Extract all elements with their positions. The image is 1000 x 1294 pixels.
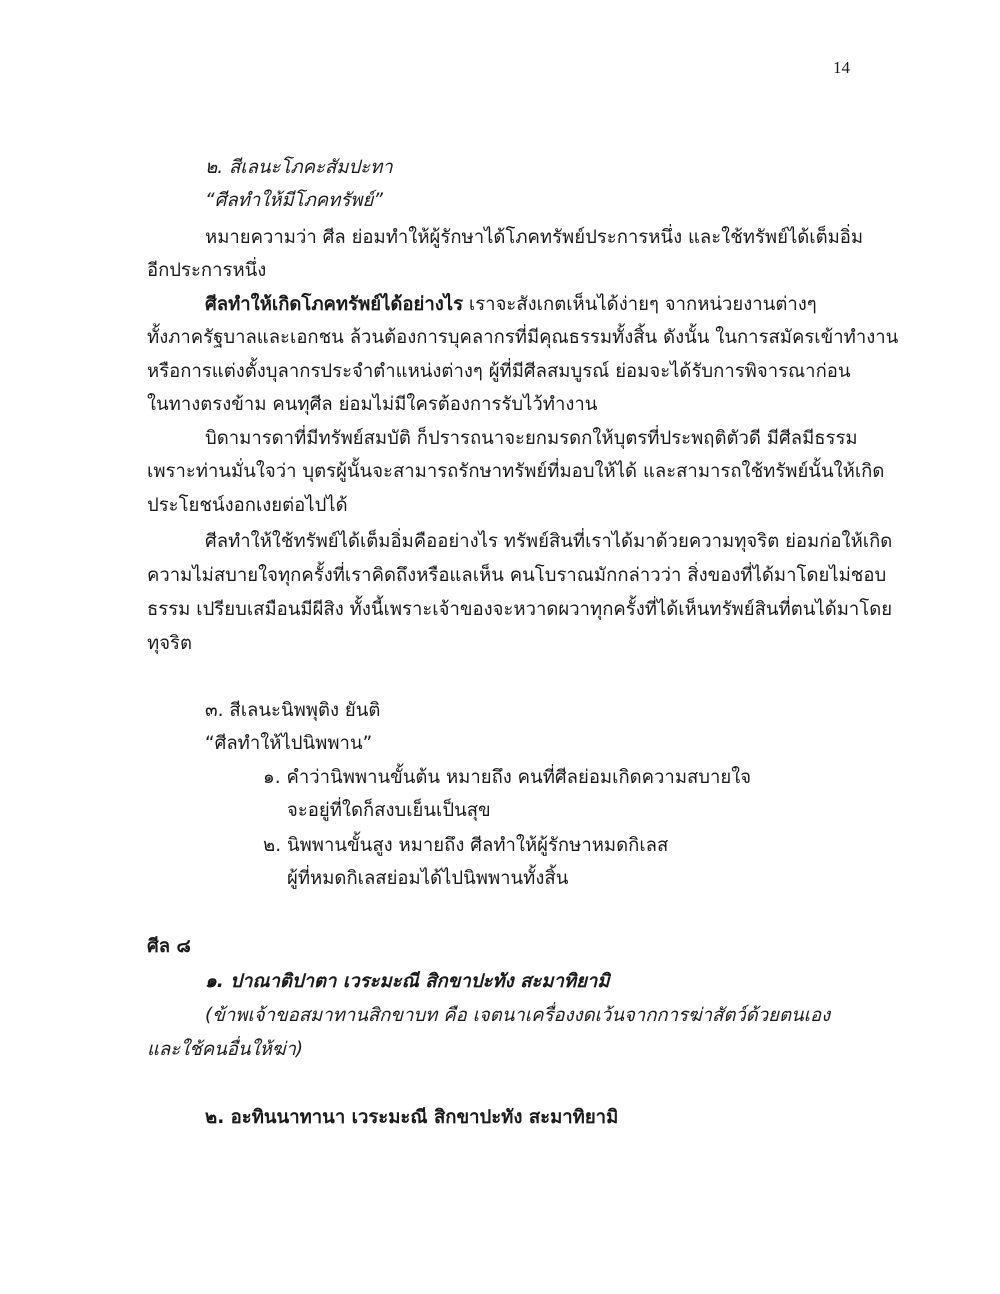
paragraph-line: ความไม่สบายใจทุกครั้งที่เราคิดถึงหรือแลเห็น คนโบราณมักกล่าวว่า สิ่งของที่ได้มาโดยไม่ชอบ [147, 565, 887, 586]
paragraph-line [205, 293, 817, 317]
section-3-subtitle: “ศีลทำให้ไปนิพพาน” [205, 733, 373, 754]
paragraph-line: ทั้งภาครัฐบาลและเอกชน ล้วนต้องการบุคลากรที่มีคุณธรรมทั้งสิ้น ดังนั้น ในการสมัครเข้าทำงาน [147, 327, 899, 348]
paragraph-line: ทุจริต [147, 633, 192, 654]
paragraph-line: ในทางตรงข้าม คนทุศีล ย่อมไม่มีใครต้องการรับไว้ทำงาน [147, 394, 598, 415]
precept-1: ๑. ปาณาติปาตา เวระมะณี สิกขาปะทัง สะมาทิยามิ [205, 971, 610, 992]
section-2-heading: ๒. สีเลนะโภคะสัมปะทา [205, 157, 393, 178]
paragraph-line: หมายความว่า ศีล ย่อมทำให้ผู้รักษาได้โภคทรัพย์ประการหนึ่ง และใช้ทรัพย์ได้เต็มอิ่ม [205, 227, 864, 248]
paragraph-line: หรือการแต่งตั้งบุลากรประจำตำแหน่งต่างๆ ผู้ที่มีศีลสมบูรณ์ ย่อมจะได้รับการพิจารณาก่อน [147, 361, 851, 382]
paragraph-text: เราจะสังเกตเห็นได้ง่ายๆ จากหน่วยงานต่างๆ [463, 294, 817, 315]
bold-phrase: ศีลทำให้เกิดโภคทรัพย์ได้อย่างไร [205, 294, 464, 315]
section-2-subtitle: “ศีลทำให้มีโภคทรัพย์” [205, 190, 383, 211]
paragraph-line: บิดามารดาที่มีทรัพย์สมบัติ ก็ปรารถนาจะยกมรดกให้บุตรที่ประพฤติตัวดี มีศีลมีธรรม [205, 428, 858, 449]
list-item: ๒. นิพพานขั้นสูง หมายถึง ศีลทำให้ผู้รักษาหมดกิเลส [263, 835, 669, 856]
paragraph-line: อีกประการหนึ่ง [147, 260, 267, 281]
list-item: ๑. คำว่านิพพานขั้นต้น หมายถึง คนที่ศีลย่อมเกิดความสบายใจ [263, 767, 752, 788]
paragraph-line: ธรรม เปรียบเสมือนมีผีสิง ทั้งนี้เพราะเจ้าของจะหวาดผวาทุกครั้งที่ได้เห็นทรัพย์สินที่ตนได้มาโดย [147, 599, 893, 620]
precept-1-note: และใช้คนอื่นให้ฆ่า) [147, 1039, 304, 1060]
list-item-continuation: จะอยู่ที่ใดก็สงบเย็นเป็นสุข [287, 800, 491, 821]
list-item-continuation: ผู้ที่หมดกิเลสย่อมได้ไปนิพพานทั้งสิ้น [287, 868, 569, 889]
section-3-heading: ๓. สีเลนะนิพพุติง ยันติ [205, 700, 381, 721]
paragraph-line: ประโยชน์งอกเงยต่อไปได้ [147, 495, 348, 516]
paragraph-line: ศีลทำให้ใช้ทรัพย์ได้เต็มอิ่มคืออย่างไร ทรัพย์สินที่เราได้มาด้วยความทุจริต ย่อมก่อให้เกิด [205, 531, 893, 552]
paragraph-line: เพราะท่านมั่นใจว่า บุตรผู้นั้นจะสามารถรักษาทรัพย์ที่มอบให้ได้ และสามารถใช้ทรัพย์นั้นให้เกิด [147, 461, 885, 482]
precept-1-note: (ข้าพเจ้าขอสมาทานสิกขาบท คือ เจตนาเครื่องงดเว้นจากการฆ่าสัตว์ด้วยตนเอง [205, 1005, 831, 1026]
page-number: 14 [833, 58, 850, 77]
precept-2: ๒. อะทินนาทานา เวระมะณี สิกขาปะทัง สะมาทิยามิ [205, 1107, 619, 1128]
sila-8-heading: ศีล ๘ [147, 936, 191, 957]
